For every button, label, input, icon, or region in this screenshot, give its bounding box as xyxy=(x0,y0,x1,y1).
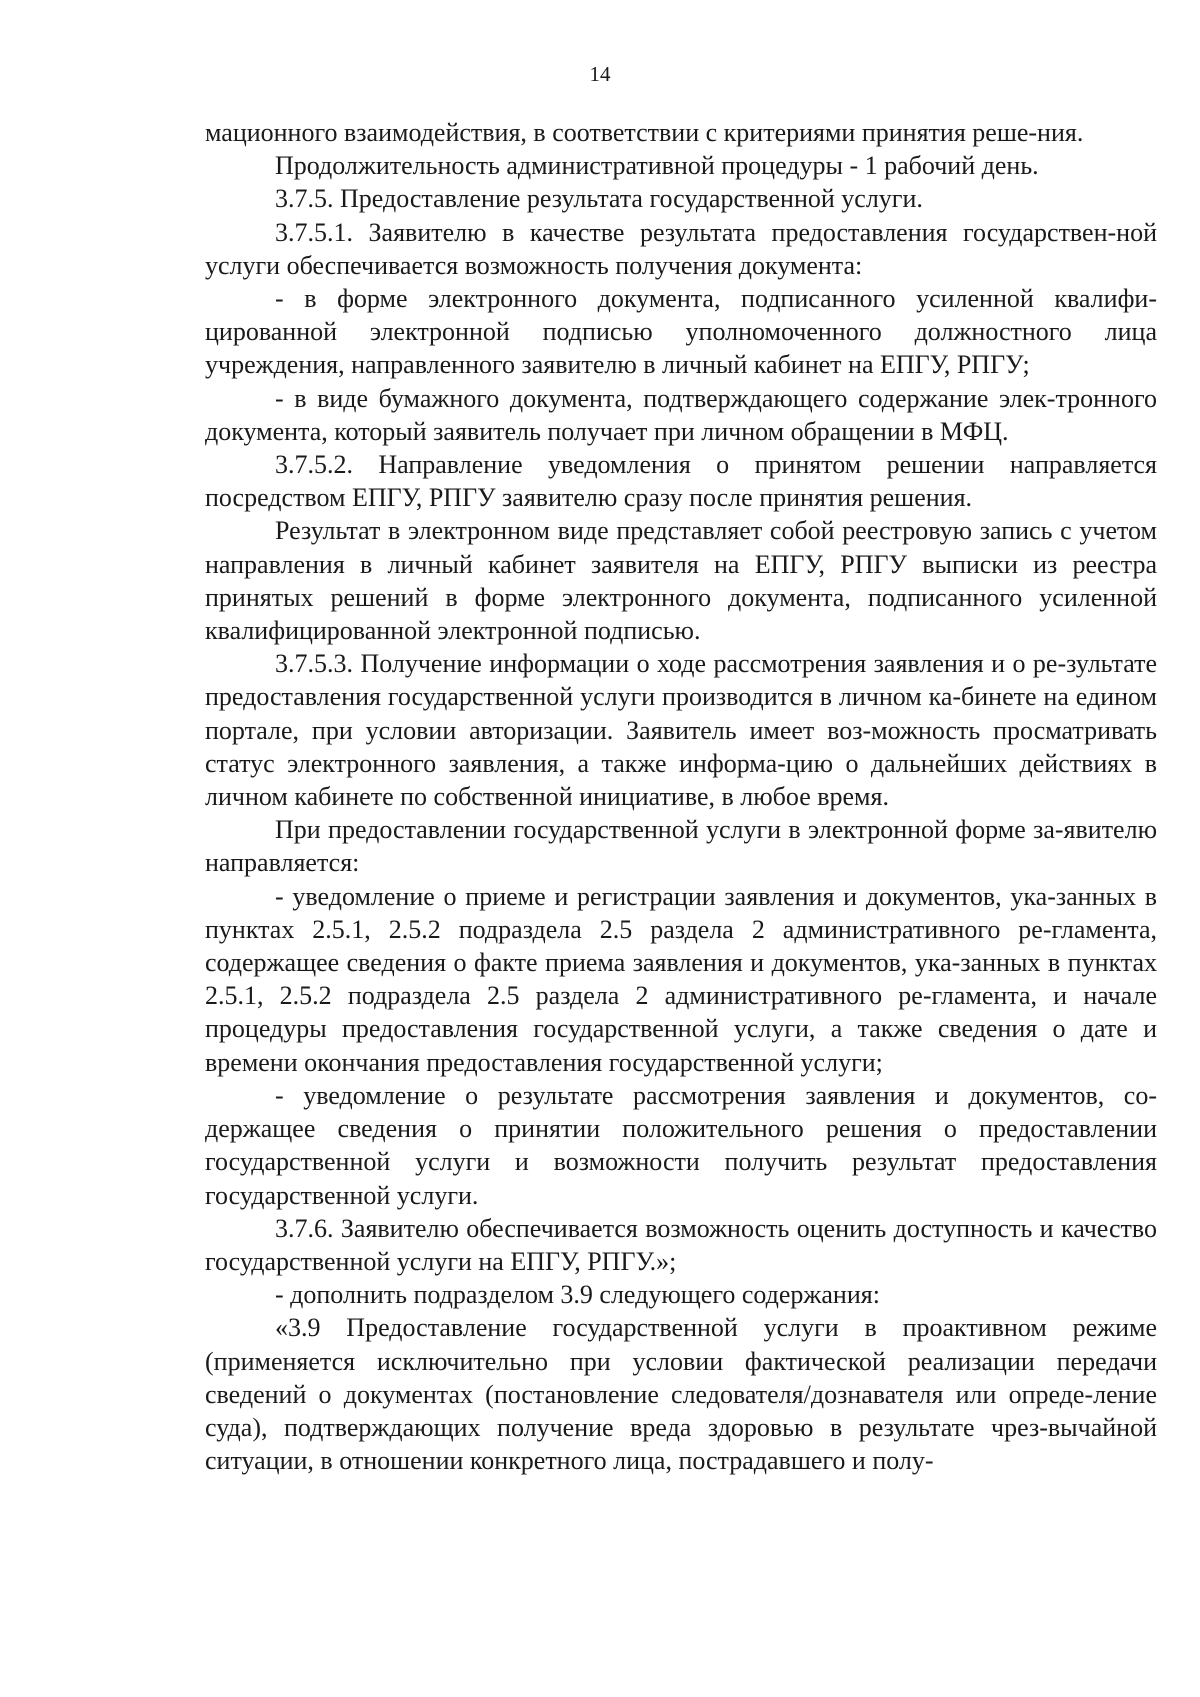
paragraph: мационного взаимодействия, в соответствии с критериями принятия реше-ния. xyxy=(205,118,1084,147)
paragraph: «3.9 Предоставление государственной услуги в проактивном режиме (применяется исключительно при условии фактической реализации передачи сведений о документах (постановление следователя/дознавателя или опреде-ление суда), подтверждающих получение вреда здоровью в результате чрез-вычайной ситуации, в отношении конкретного лица, пострадавшего и полу- xyxy=(205,1313,1157,1476)
paragraph: 3.7.5.1. Заявителю в качестве результата предоставления государствен-ной услуги обеспечивается возможность получения документа: xyxy=(205,217,1157,280)
page-number: 14 xyxy=(589,62,611,86)
paragraph: При предоставлении государственной услуги в электронной форме за-явителю направляется: xyxy=(205,815,1157,878)
document-body xyxy=(205,116,1157,1477)
paragraph: 3.7.6. Заявителю обеспечивается возможность оценить доступность и качество государственной услуги на ЕПГУ, РПГУ.»; xyxy=(205,1213,1157,1276)
list-item-paragraph: - в виде бумажного документа, подтверждающего содержание элек-тронного документа, который заявитель получает при личном обращении в МФЦ. xyxy=(205,383,1157,446)
paragraph: 3.7.5.3. Получение информации о ходе рассмотрения заявления и о ре-зультате предоставления государственной услуги производится в личном ка-бинете на едином портале, при условии авторизации. Заявитель имеет воз-можность просматривать статус электронного заявления, а также информа-цию о дальнейших действиях в личном кабинете по собственной инициативе, в любое время. xyxy=(205,649,1157,812)
paragraph: 3.7.5.2. Направление уведомления о принятом решении направляется посредством ЕПГУ, РПГУ заявителю сразу после принятия решения. xyxy=(205,450,1157,513)
list-item-paragraph: - уведомление о приеме и регистрации заявления и документов, ука-занных в пунктах 2.5.1, 2.5.2 подраздела 2.5 раздела 2 административного ре-гламента, содержащее сведения о факте приема заявления и документов, ука-занных в пунктах 2.5.1, 2.5.2 подраздела 2.5 раздела 2 административного ре-гламента, и начале процедуры предоставления государственной услуги, а также сведения о дате и времени окончания предоставления государственной услуги; xyxy=(205,881,1157,1077)
paragraph: 3.7.5. Предоставление результата государственной услуги. xyxy=(275,184,923,214)
list-item-paragraph: - в форме электронного документа, подписанного усиленной квалифи-цированной электронной подписью уполномоченного должностного лица учреждения, направленного заявителю в личный кабинет на ЕПГУ, РПГУ; xyxy=(205,284,1157,380)
list-item-paragraph: - дополнить подразделом 3.9 следующего содержания: xyxy=(275,1280,880,1310)
paragraph: Результат в электронном виде представляет собой реестровую запись с учетом направления в личный кабинет заявителя на ЕПГУ, РПГУ выписки из реестра принятых решений в форме электронного документа, подписанного усиленной квалифицированной электронной подписью. xyxy=(205,516,1157,646)
paragraph: Продолжительность административной процедуры - 1 рабочий день. xyxy=(275,151,1039,181)
list-item-paragraph: - уведомление о результате рассмотрения заявления и документов, со-держащее сведения о принятии положительного решения о предоставлении государственной услуги и возможности получить результат предоставления государственной услуги. xyxy=(205,1080,1157,1210)
